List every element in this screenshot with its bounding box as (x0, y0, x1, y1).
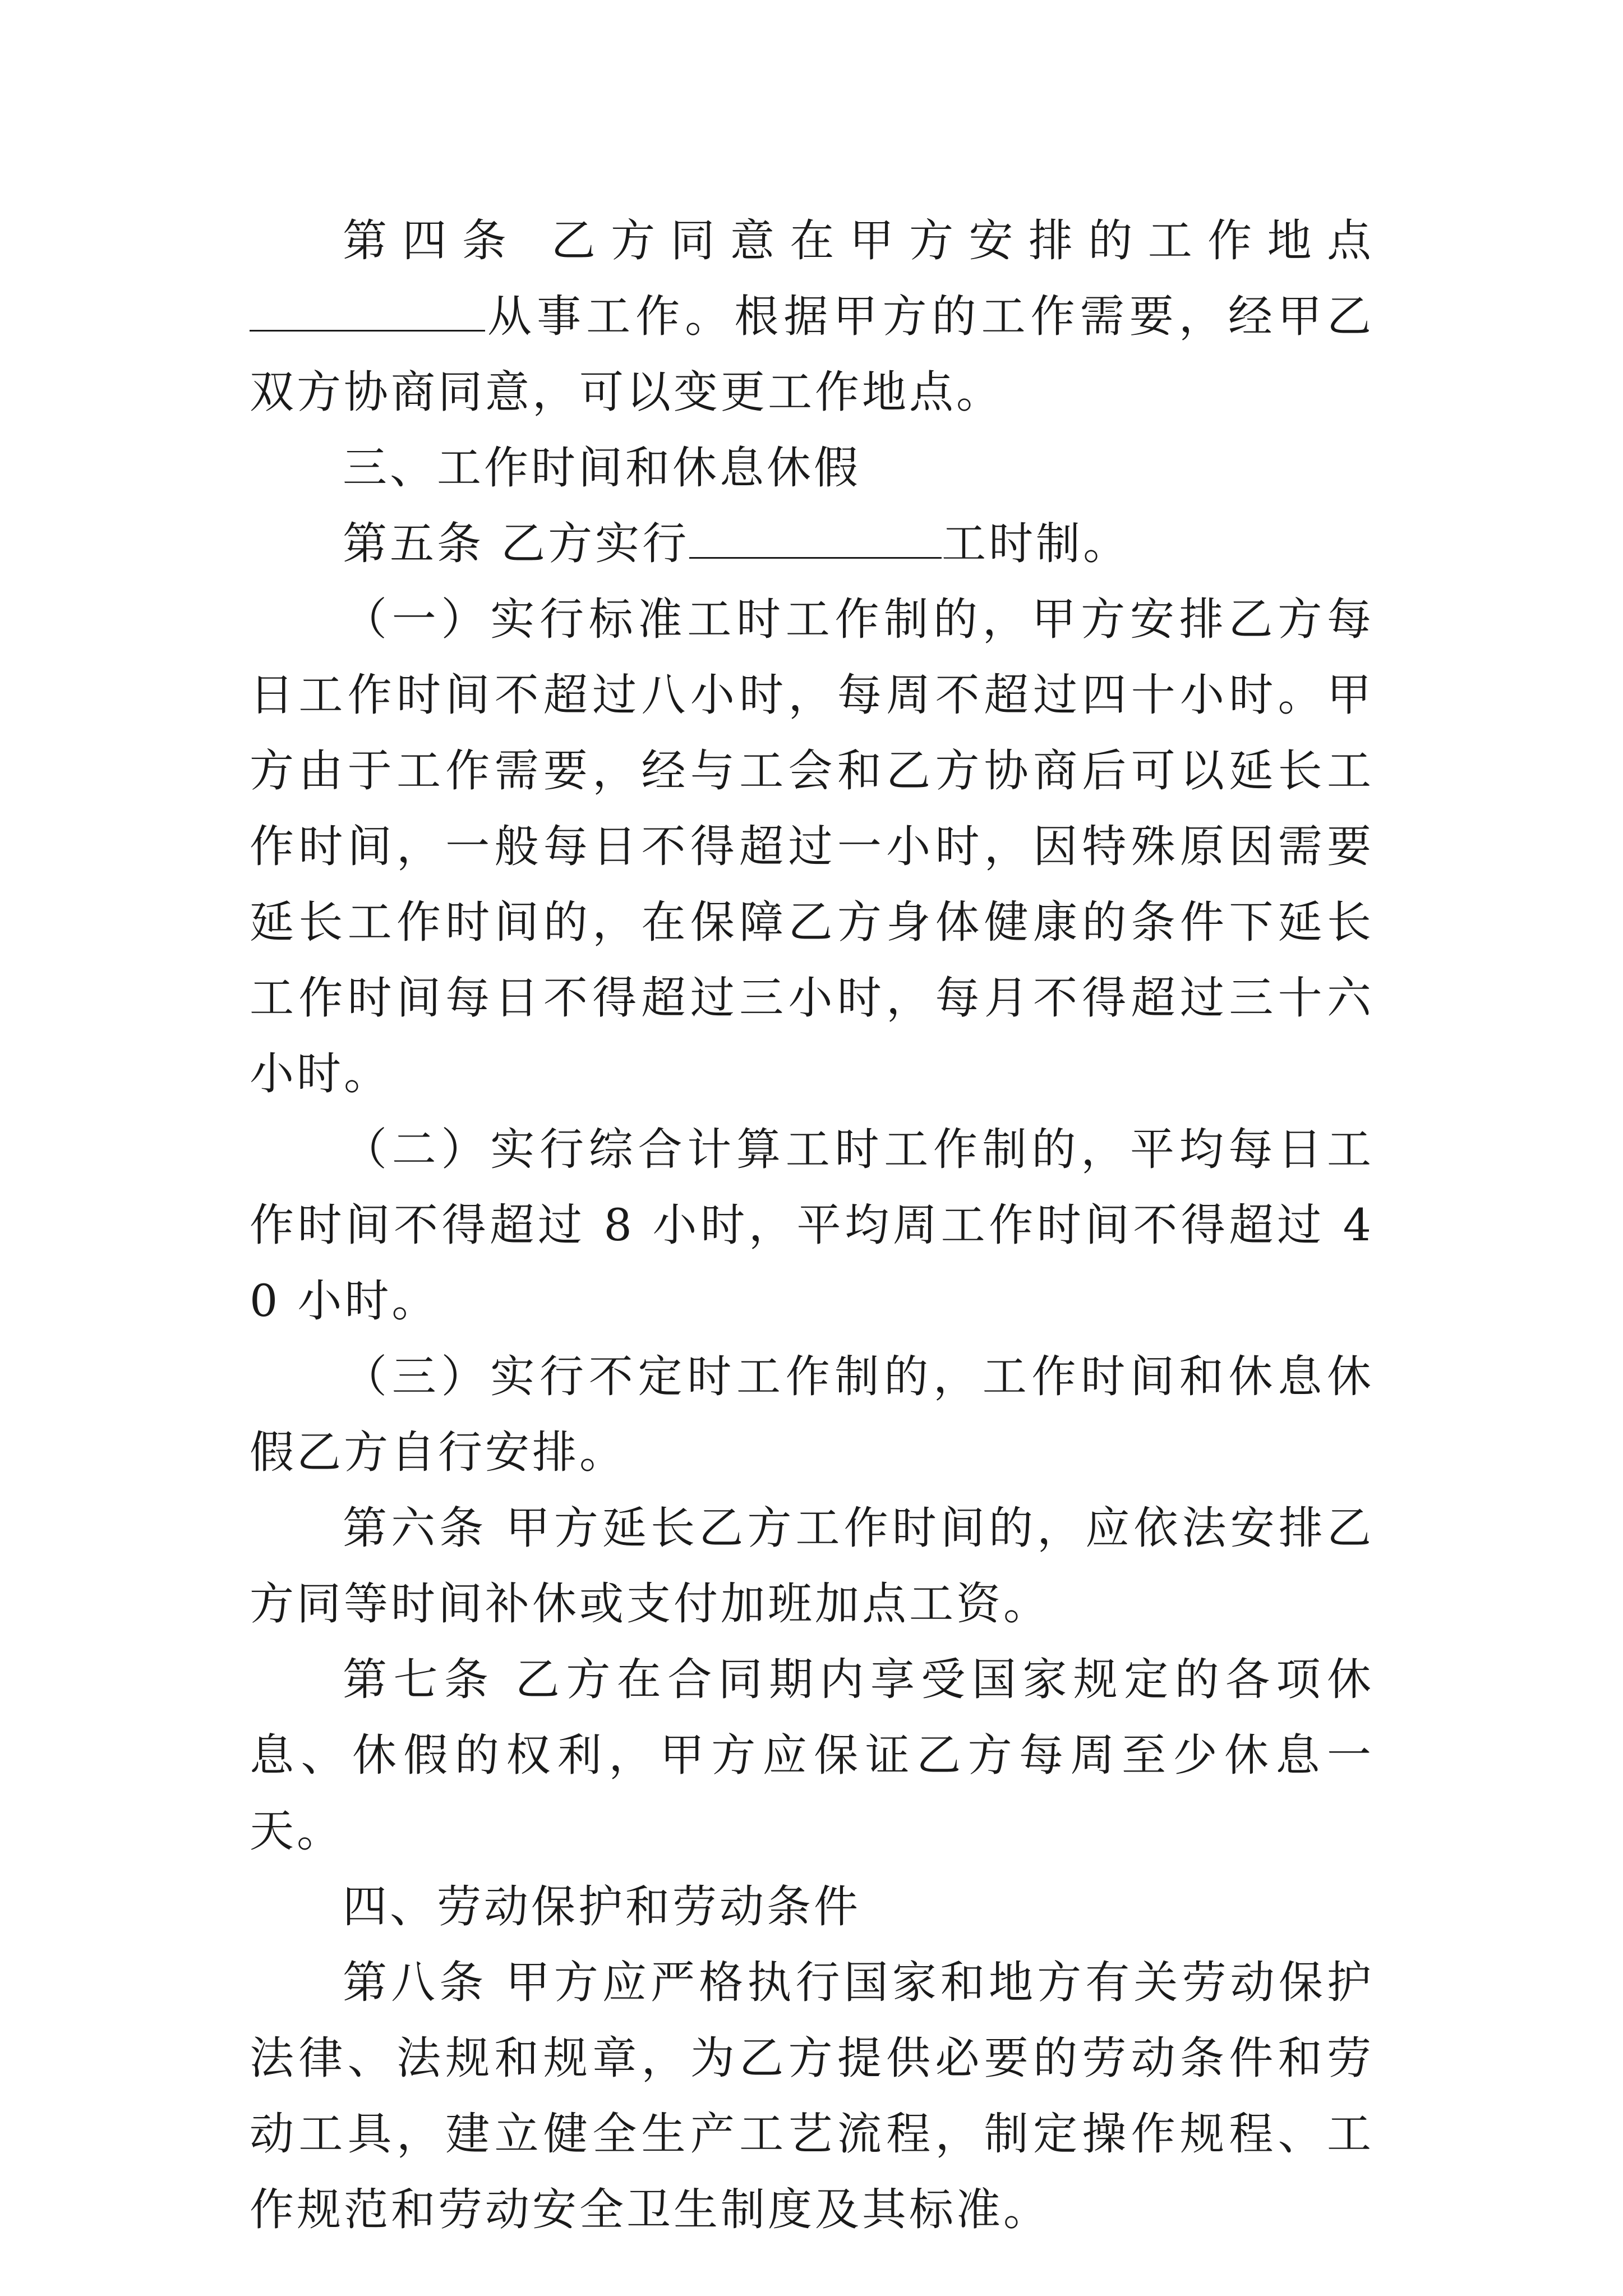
article-4-text-before-blank: 第四条 乙方同意在甲方安排的工作地点 (343, 215, 1374, 266)
article-5-item-1: （一）实行标准工时工作制的，甲方安排乙方每日工作时间不超过八小时，每周不超过四十小时。甲方由于工作需要，经与工会和乙方协商后可以延长工作时间，一般每日不得超过一小时，因特殊原因需要延长工作时间的，在保障乙方身体健康的条件下延长工作时间每日不得超过三小时，每月不得超过三十六小时。 (250, 593, 1374, 1099)
article-8-paragraph: 第八条 甲方应严格执行国家和地方有关劳动保护法律、法规和规章，为乙方提供必要的劳动条件和劳动工具，建立健全生产工艺流程，制定操作规程、工作规范和劳动安全卫生制度及其标准。 (250, 1957, 1374, 2235)
section-3-heading: 三、工作时间和休息休假 (343, 442, 861, 494)
document-body (250, 203, 1374, 2248)
article-4-paragraph (250, 203, 1374, 430)
article-5-item-3: （三）实行不定时工作制的，工作时间和休息休假乙方自行安排。 (250, 1351, 1374, 1478)
article-5-text-after-blank: 工时制。 (942, 518, 1131, 569)
article-5-text-before-blank: 第五条 乙方实行 (343, 518, 690, 569)
article-7-paragraph: 第七条 乙方在合同期内享受国家规定的各项休息、休假的权利，甲方应保证乙方每周至少休息一天。 (250, 1654, 1374, 1857)
section-4-heading: 四、劳动保护和劳动条件 (343, 1881, 861, 1932)
article-5-paragraph (250, 506, 1374, 582)
working-hours-system-blank[interactable] (689, 518, 942, 559)
work-location-blank[interactable] (250, 291, 485, 332)
article-6-paragraph: 第六条 甲方延长乙方工作时间的，应依法安排乙方同等时间补休或支付加班加点工资。 (250, 1502, 1374, 1630)
article-5-item-2: （二）实行综合计算工时工作制的，平均每日工作时间不得超过 8 小时，平均周工作时间不得超过 40 小时。 (250, 1124, 1374, 1327)
article-4-text-after-blank: 从事工作。根据甲方的工作需要，经甲乙双方协商同意，可以变更工作地点。 (250, 291, 1374, 418)
